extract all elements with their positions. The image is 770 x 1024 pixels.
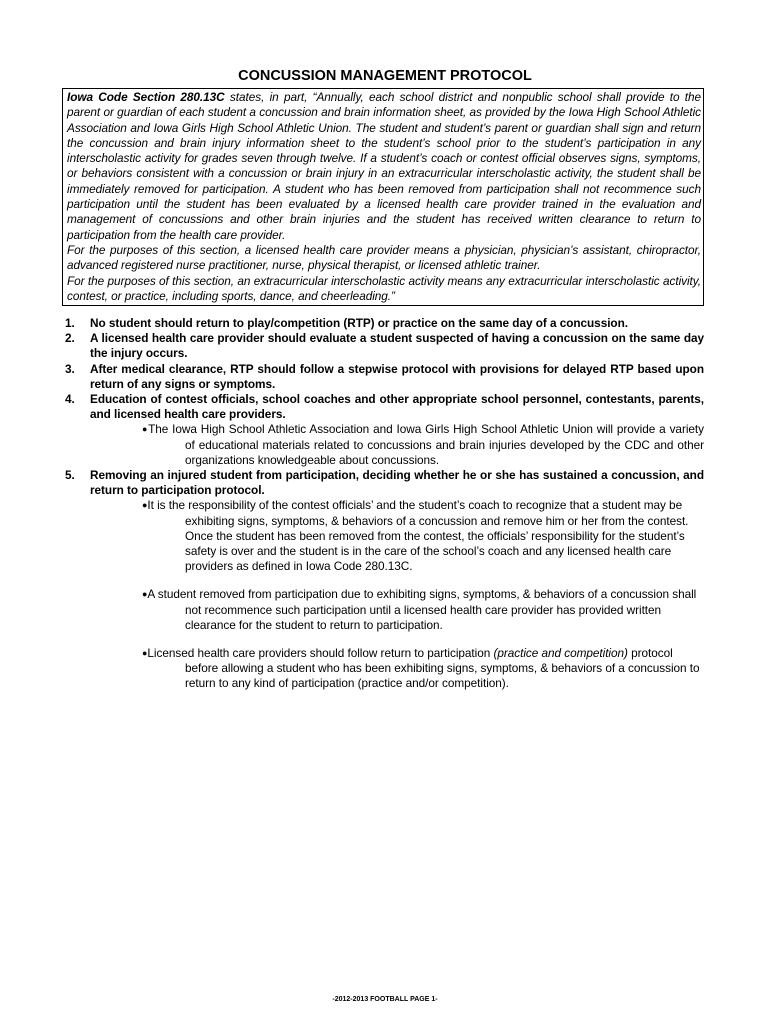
item-text: Education of contest officials, school coaches and other appropriate school personnel, contestants, parents, and licensed health care providers. (90, 392, 704, 422)
item-number: 2. (65, 331, 75, 346)
item-text: Removing an injured student from participation, deciding whether he or she has sustained a concussion, and return to participation protocol. (90, 468, 704, 498)
item-number: 5. (65, 468, 75, 483)
bullet-item (90, 498, 704, 574)
statute-paragraph (67, 90, 701, 243)
page-title: CONCUSSION MANAGEMENT PROTOCOL (238, 68, 532, 84)
statute-quote-box (62, 88, 704, 306)
bullet-icon: ● (142, 500, 148, 511)
item-number: 3. (65, 361, 75, 376)
bullet-icon: ● (142, 424, 149, 435)
item-text: After medical clearance, RTP should follow a stepwise protocol with provisions for delayed RTP based upon return of any signs or symptoms. (90, 361, 704, 391)
statute-text: states, in part, “Annually, each school district and nonpublic school shall provide to the parent or guardian of each student a concussion and brain information sheet, as provided by the Iowa High School Athletic Association and Iowa Girls High School Athletic Union. The student and student’s parent or guardian shall sign and return the concussion and brain injury information sheet to the student’s school prior to the student’s participation in any interscholastic activity for grades seven through twelve. If a student’s coach or contest official observes signs, symptoms, or behaviors consistent with a concussion or brain injury in an extracurricular interscholastic activity, the student shall be immediately removed for participation. A student who has been removed from participation shall not recommence such participation until the student has been evaluated by a licensed health care provider trained in the evaluation and management of concussions and other brain injuries and the student has received written clearance to return to participation from the health care provider. (67, 90, 702, 242)
statute-citation: Iowa Code Section 280.13C (67, 90, 225, 104)
bullet-icon: ● (142, 648, 148, 659)
protocol-item-5 (62, 468, 704, 692)
protocol-item-1 (62, 316, 704, 331)
protocol-item-3 (62, 362, 704, 392)
protocol-item-4 (62, 392, 704, 468)
bullet-text: It is the responsibility of the contest officials’ and the student’s coach to recognize that a student may be exhibiting signs, symptoms, & behaviors of a concussion and remove him or her from the contest. Once the student has been removed from the contest, the officials’ responsibility for the student’s safety is over and the student is in the care of the school’s coach and any licensed health care providers as defined in Iowa Code 280.13C. (147, 498, 689, 574)
definition-activity: For the purposes of this section, an extracurricular interscholastic activity means any extracurricular interscholastic activity, contest, or practice, including sports, dance, and cheerleading.” (67, 273, 701, 303)
bullet-text-end: protocol before allowing a student who has been exhibiting signs, symptoms, & behaviors of a concussion to return to any kind of participation (practice and/or competition). (185, 646, 700, 691)
protocol-item-2 (62, 331, 704, 361)
item-text: A licensed health care provider should evaluate a student suspected of having a concussion on the same day the injury occurs. (90, 331, 704, 361)
bullet-text-start: Licensed health care providers should follow return to participation (147, 646, 494, 661)
page-footer: -2012-2013 FOOTBALL PAGE 1- (332, 996, 438, 1003)
item-text: No student should return to play/competition (RTP) or practice on the same day of a concussion. (90, 316, 628, 330)
definition-provider: For the purposes of this section, a licensed health care provider means a physician, physician’s assistant, chiropractor, advanced registered nurse practitioner, nurse, physical therapist, or licensed athletic trainer. (67, 242, 701, 273)
bullet-text: A student removed from participation due to exhibiting signs, symptoms, & behaviors of a concussion shall not recommence such participation until a licensed health care provider has provided written clearance for the student to return to participation. (147, 587, 697, 632)
bullet-item (90, 587, 704, 633)
protocol-list (62, 316, 704, 692)
item-number: 4. (65, 392, 75, 407)
bullet-item (90, 646, 704, 692)
bullet-text: The Iowa High School Athletic Association and Iowa Girls High School Athletic Union will provide a variety of educational materials related to concussions and brain injuries developed by the CDC and other organizations knowledgeable about concussions. (148, 422, 704, 467)
bullet-item (90, 422, 704, 468)
bullet-icon: ● (142, 589, 148, 600)
item-number: 1. (65, 316, 75, 330)
bullet-text-italic: (practice and competition) (493, 646, 628, 661)
